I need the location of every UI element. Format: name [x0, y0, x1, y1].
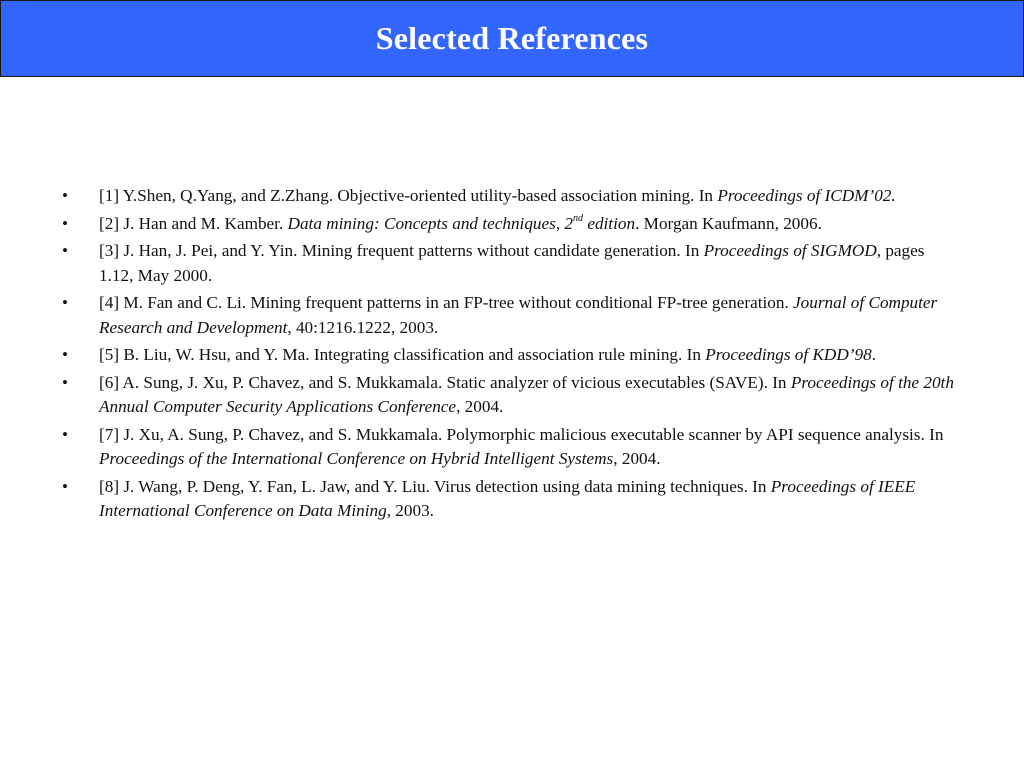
reference-item [62, 423, 962, 472]
bullet-icon: • [62, 186, 69, 205]
reference-tail: , 2004. [613, 449, 661, 468]
reference-venue: Proceedings of ICDM’02. [717, 186, 896, 205]
reference-venue: Proceedings of IEEE International Conference on Data Mining [99, 476, 916, 520]
reference-venue: Data mining: Concepts and techniques, 2 [287, 213, 574, 233]
title-bar [0, 0, 1024, 77]
reference-tail: , 2004. [456, 397, 504, 416]
reference-item [62, 239, 962, 288]
reference-venue: Proceedings of the 20th Annual Computer Security Applications Conference [99, 372, 954, 416]
reference-text: [1] Y.Shen, Q.Yang, and Z.Zhang. Objective-oriented utility-based association mining. In [99, 186, 718, 205]
reference-text: [7] J. Xu, A. Sung, P. Chavez, and S. Mukkamala. Polymorphic malicious executable scanner by API sequence analysis. In [99, 424, 944, 444]
reference-text: [2] J. Han and M. Kamber. [99, 213, 288, 233]
reference-venue: Proceedings of KDD’98 [705, 345, 872, 364]
bullet-icon: • [62, 293, 69, 312]
reference-text: [4] M. Fan and C. Li. Mining frequent patterns in an FP-tree without conditional FP-tree generation. [99, 293, 794, 312]
reference-list [62, 184, 962, 527]
reference-item [62, 212, 962, 237]
reference-item [62, 371, 962, 420]
reference-tail: , 40:1216.1222, 2003. [287, 317, 439, 337]
reference-tail: . [871, 345, 876, 364]
reference-superscript: nd [573, 212, 584, 224]
reference-item [62, 475, 962, 524]
reference-item [62, 184, 962, 209]
reference-item [62, 291, 962, 340]
reference-text: [3] J. Han, J. Pei, and Y. Yin. Mining frequent patterns without candidate generation. In [99, 241, 704, 260]
bullet-icon: • [62, 213, 69, 233]
reference-tail: . Morgan Kaufmann, 2006. [635, 213, 822, 233]
reference-item [62, 343, 962, 368]
bullet-icon: • [62, 476, 69, 496]
bullet-icon: • [62, 241, 69, 260]
reference-tail: , 2003. [386, 501, 434, 520]
slide-title: Selected References [375, 20, 649, 56]
reference-text: [5] B. Liu, W. Hsu, and Y. Ma. Integrating classification and association rule mining. In [99, 345, 706, 364]
reference-venue-cont: edition [583, 213, 636, 233]
reference-venue: Journal of Computer Research and Development [99, 293, 938, 337]
reference-tail: , pages 1.12, May 2000. [99, 241, 925, 285]
bullet-icon: • [62, 424, 69, 444]
reference-venue: Proceedings of the International Conference on Hybrid Intelligent Systems [99, 449, 614, 468]
bullet-icon: • [62, 372, 69, 392]
reference-text: [8] J. Wang, P. Deng, Y. Fan, L. Jaw, and Y. Liu. Virus detection using data mining techniques. In [99, 476, 771, 496]
reference-text: [6] A. Sung, J. Xu, P. Chavez, and S. Mukkamala. Static analyzer of vicious executables (SAVE). In [99, 372, 791, 392]
reference-venue: Proceedings of SIGMOD [703, 241, 877, 260]
bullet-icon: • [62, 345, 69, 364]
